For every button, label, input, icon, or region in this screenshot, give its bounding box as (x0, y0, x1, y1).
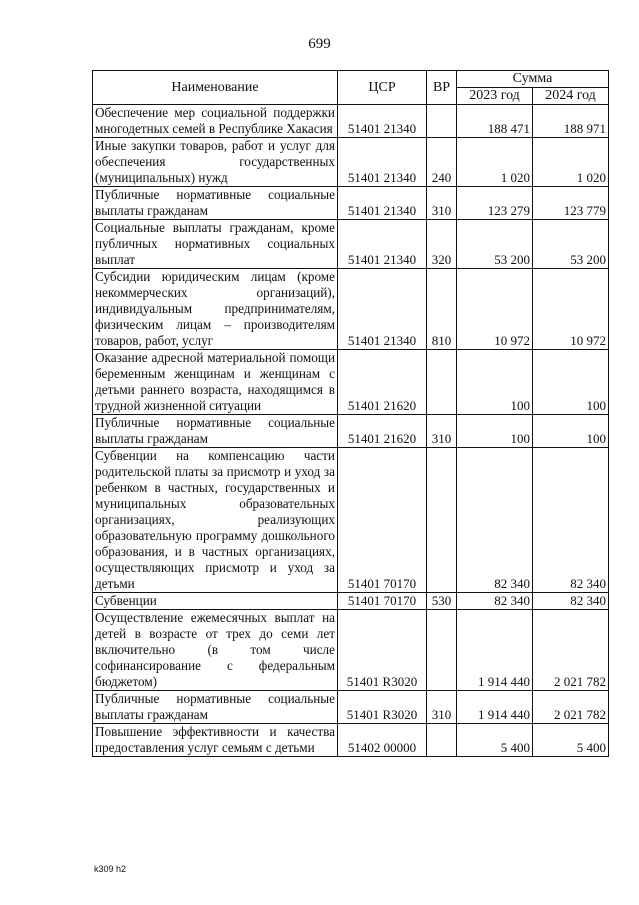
row-2023: 1 020 (457, 138, 533, 187)
page-number: 699 (308, 36, 331, 52)
row-2024: 188 971 (533, 105, 609, 138)
row-csr: 51401 70170 (338, 593, 427, 610)
table-row (93, 187, 609, 220)
row-name: Публичные нормативные социальные выплаты гражданам (93, 691, 338, 724)
row-name: Субвенции на компенсацию части родительской платы за присмотр и уход за ребенком в частных, государственных и муниципальных образовательных организациях, реализующих образовательную программу дошкольного образования, и в частных организациях, осуществляющих присмотр и уход за детьми (93, 448, 338, 593)
row-csr: 51401 21340 (338, 138, 427, 187)
table-row (93, 691, 609, 724)
row-2024: 82 340 (533, 448, 609, 593)
row-vr: 530 (427, 593, 457, 610)
table-row (93, 350, 609, 415)
row-vr (427, 105, 457, 138)
row-vr: 240 (427, 138, 457, 187)
row-2023: 5 400 (457, 724, 533, 757)
budget-table (92, 70, 609, 757)
header-2024: 2024 год (533, 88, 609, 105)
header-sum: Сумма (457, 71, 609, 88)
row-vr: 310 (427, 187, 457, 220)
row-csr: 51401 R3020 (338, 691, 427, 724)
row-vr (427, 448, 457, 593)
row-2023: 82 340 (457, 593, 533, 610)
table-row (93, 610, 609, 691)
row-name: Иные закупки товаров, работ и услуг для обеспечения государственных (муниципальных) нужд (93, 138, 338, 187)
row-2024: 100 (533, 415, 609, 448)
row-2024: 5 400 (533, 724, 609, 757)
row-2024: 100 (533, 350, 609, 415)
row-csr: 51401 21340 (338, 269, 427, 350)
row-vr (427, 724, 457, 757)
row-2023: 100 (457, 350, 533, 415)
row-vr: 320 (427, 220, 457, 269)
row-csr: 51401 21340 (338, 105, 427, 138)
row-vr (427, 610, 457, 691)
row-2024: 2 021 782 (533, 610, 609, 691)
row-csr: 51401 21620 (338, 350, 427, 415)
row-vr (427, 350, 457, 415)
table-row (93, 220, 609, 269)
row-2024: 10 972 (533, 269, 609, 350)
row-csr: 51401 21620 (338, 415, 427, 448)
row-2023: 1 914 440 (457, 610, 533, 691)
table-row (93, 269, 609, 350)
row-csr: 51401 21340 (338, 187, 427, 220)
header-2023: 2023 год (457, 88, 533, 105)
row-2023: 100 (457, 415, 533, 448)
header-csr: ЦСР (338, 71, 427, 105)
table-row (93, 724, 609, 757)
row-name: Повышение эффективности и качества предоставления услуг семьям с детьми (93, 724, 338, 757)
row-name: Субвенции (93, 593, 338, 610)
row-2023: 1 914 440 (457, 691, 533, 724)
row-2023: 123 279 (457, 187, 533, 220)
row-2023: 82 340 (457, 448, 533, 593)
row-2024: 123 779 (533, 187, 609, 220)
table-row (93, 448, 609, 593)
row-csr: 51401 R3020 (338, 610, 427, 691)
row-2023: 10 972 (457, 269, 533, 350)
row-vr: 810 (427, 269, 457, 350)
table-row (93, 105, 609, 138)
row-csr: 51402 00000 (338, 724, 427, 757)
table-row (93, 138, 609, 187)
row-2024: 2 021 782 (533, 691, 609, 724)
header-vr: ВР (427, 71, 457, 105)
row-name: Публичные нормативные социальные выплаты гражданам (93, 415, 338, 448)
row-name: Оказание адресной материальной помощи беременным женщинам и женщинам с детьми раннего возраста, находящимся в трудной жизненной ситуации (93, 350, 338, 415)
table-row (93, 415, 609, 448)
row-2023: 53 200 (457, 220, 533, 269)
row-vr: 310 (427, 691, 457, 724)
row-csr: 51401 70170 (338, 448, 427, 593)
row-2024: 82 340 (533, 593, 609, 610)
row-name: Осуществление ежемесячных выплат на детей в возрасте от трех до семи лет включительно (в том числе софинансирование с федеральным бюджетом) (93, 610, 338, 691)
row-csr: 51401 21340 (338, 220, 427, 269)
footer-code: k309 h2 (94, 864, 127, 874)
row-2024: 1 020 (533, 138, 609, 187)
table-row (93, 593, 609, 610)
row-2024: 53 200 (533, 220, 609, 269)
row-name: Субсидии юридическим лицам (кроме некоммерческих организаций), индивидуальным предпринимателям, физическим лицам – производителям товаров, работ, услуг (93, 269, 338, 350)
header-name: Наименование (93, 71, 338, 105)
row-2023: 188 471 (457, 105, 533, 138)
row-vr: 310 (427, 415, 457, 448)
row-name: Публичные нормативные социальные выплаты гражданам (93, 187, 338, 220)
row-name: Социальные выплаты гражданам, кроме публичных нормативных социальных выплат (93, 220, 338, 269)
row-name: Обеспечение мер социальной поддержки многодетных семей в Республике Хакасия (93, 105, 338, 138)
